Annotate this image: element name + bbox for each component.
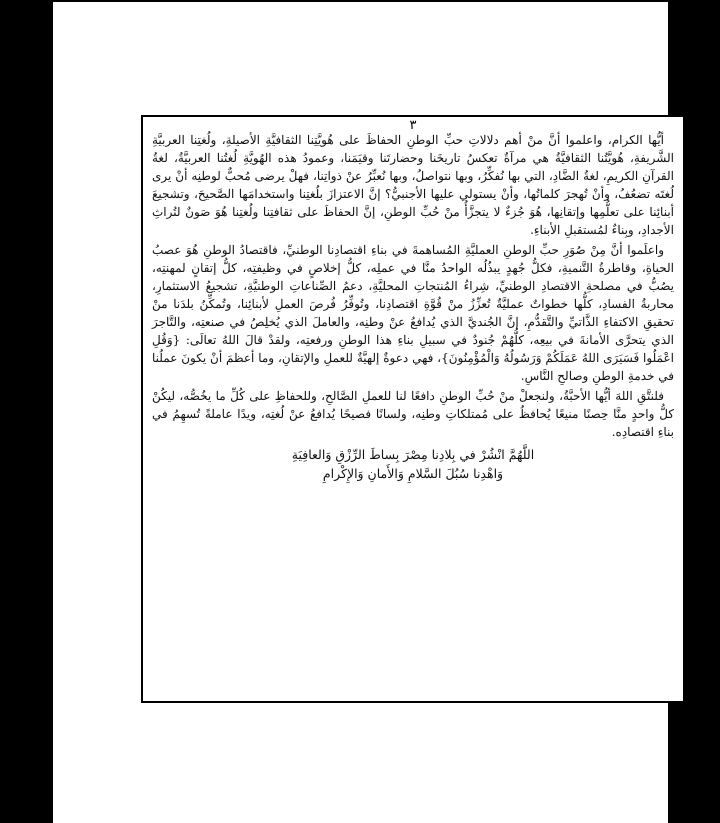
prayer-line: اللَّهُمَّ انْشُرْ في بِلادِنا مِصْرَ بِساطَ الرِّزْقِ وَالعافِيَةِ bbox=[291, 447, 535, 462]
document-page bbox=[53, 2, 674, 823]
paragraph-economy: واعلَموا أنَّ مِنْ صُوَرِ حبِّ الوطنِ العمليَّةِ المُساهمةَ في بناءِ اقتصادِنا الوطنيِّ، فاقتصادُ الوطنِ هُوَ عصبُ الحياةِ، وقاطرةُ التَّنميةِ، فكلُّ جُهدٍ يبذُلُه الواحدُ منَّا في عملِه، كلُّ إخلاصٍ في وظيفتِه، كلُّ إتقانٍ لمهنتِه، يصُبُّ في مصلحةِ الاقتصادِ الوطنيِّ، شِراءُ المُنتجاتِ المحليَّةِ، دعمُ الصِّناعاتِ الوطنيَّةِ، تشجيعُ الاستثمارِ، محاربةُ الفسادِ، كلُّها خطواتٌ عمليَّةٌ تُعزِّزُ منْ قُوَّةِ اقتصادِنا، وتُوفِّرُ فُرصَ العملِ لأبنائِنا، وتُمكِّنُ بلدَنا منْ تحقيقِ الاكتفاءِ الذَّاتيِّ والتَّقدُّمِ، إنَّ الجُنديَّ الذي يُدافعُ عنْ وطنِه، والعاملَ الذي يُخلِصُ في صنعتِه، والتَّاجرَ الذي يتحرَّى الأمانةَ في بيعِه، كلُّهُمْ جُنودٌ في سبيلِ بناءِ هذا الوطنِ ورفعتِه، ولقدْ قالَ اللهُ تعالَى: {وَقُلِ اعْمَلُوا فَسَيَرَى اللهُ عَمَلَكُمْ وَرَسُولُهُ وَالْمُؤْمِنُونَ}، فهي دعوةٌ إلهيَّةٌ للعملِ والإتقانِ، وما أعظمَ أنْ يكونَ عملُنا في خدمةِ الوطنِ وصالحِ النَّاسِ. bbox=[152, 243, 674, 383]
page-number: ٣ bbox=[409, 118, 417, 133]
paragraph-conclusion: فلنتَّقِ اللهَ أيُّها الأحبَّةُ، ولنجعلْ منْ حُبِّ الوطنِ دافعًا لنا للعملِ الصَّالحِ، وللحفاظِ على كُلِّ ما يخُصُّه، ليكُنْ كلُّ واحدٍ منَّا حِصنًا منيعًا يُحافظُ على مُمتلكاتِ وطنِه، ولسانًا فصيحًا يُدافعُ عنْ لُغتِه، ويدًا عاملةً تُسهِمُ في بناءِ اقتصادِه. bbox=[152, 389, 674, 439]
closing-prayer bbox=[152, 445, 674, 483]
sermon-body bbox=[152, 131, 674, 483]
text-frame bbox=[141, 115, 685, 703]
paragraph-identity-language: أيُّها الكرام، واعلموا أنَّ منْ أهم دلالاتِ حبِّ الوطنِ الحفاظَ على هُويَّتِنا الثقافيَّةِ الأصيلةِ، ولُغتِنا العربيَّةِ الشَّريفةِ، هُويَّتُنا الثقافيَّةُ هي مرآةٌ تعكسُ تاريخَنا وحضارتَنا وقيَمَنا، وعمودُ هذه الهُويَّةِ لُغتُنا العربيَّةُ، لغةُ القرآنِ الكريمِ، لغةُ الضَّادِ، التي بها نُفكِّرُ، وبها نتواصلُ، وبها نُعبِّرُ عنْ ذواتِنا، فهلْ يرضى مُحبٌّ لوطنِه أنْ يرى لُغتَه تضعُفُ، وأنْ تُهجرَ كلماتُها، وأنْ يستولي عليها الأجنبيُّ؟ إنَّ الاعتزازَ بلُغتِنا واستخدامَها الصَّحيحَ، وتشجيعَ أبنائِنا على تعلُّمِها وإتقانِها، هُوَ جُزءٌ لا يتجزَّأُ منْ حُبِّ الوطنِ، إنَّ الحفاظَ على ثقافتِنا ولُغتِنا هُوَ صَونٌ لتُراثِ الأجدادِ، وبِناءٌ لمُستقبلِ الأبناءِ. bbox=[152, 133, 674, 237]
prayer-line: وَاهْدِنا سُبُلَ السَّلامِ وَالأَمانِ وَالإِكْرامِ bbox=[322, 466, 504, 481]
